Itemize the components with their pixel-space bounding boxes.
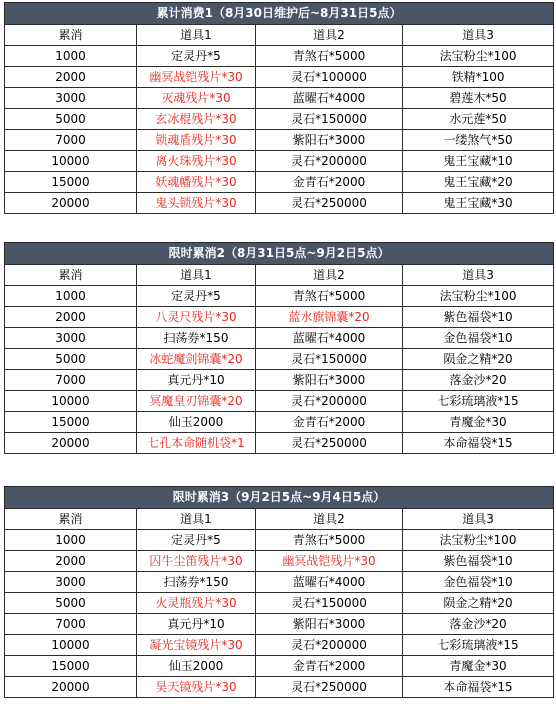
reward-table-1	[4, 2, 554, 214]
reward-cell: 青煞石*5000	[256, 286, 403, 307]
reward-cell: 紫阳石*3000	[256, 614, 403, 635]
reward-cell: 水元莲*50	[403, 109, 554, 130]
reward-cell: 本命福袋*15	[403, 677, 554, 698]
reward-cell: 青魔金*30	[403, 412, 554, 433]
reward-cell: 金青石*2000	[256, 412, 403, 433]
threshold-cell: 20000	[5, 433, 137, 454]
reward-cell: 八灵尺残片*30	[137, 307, 256, 328]
reward-cell: 仙玉2000	[137, 412, 256, 433]
threshold-cell: 5000	[5, 349, 137, 370]
header-row	[5, 25, 554, 46]
table-row	[5, 328, 554, 349]
reward-cell: 灵石*200000	[256, 391, 403, 412]
threshold-cell: 10000	[5, 391, 137, 412]
reward-cell: 灵石*250000	[256, 433, 403, 454]
reward-cell: 冥魔皇刃锦囊*20	[137, 391, 256, 412]
reward-cell: 一缕煞气*50	[403, 130, 554, 151]
table-row	[5, 172, 554, 193]
reward-cell: 七孔本命随机袋*1	[137, 433, 256, 454]
threshold-cell: 15000	[5, 172, 137, 193]
reward-cell: 幽冥战铠残片*30	[137, 67, 256, 88]
table-row	[5, 370, 554, 391]
column-header: 道具1	[137, 25, 256, 46]
reward-cell: 灵石*200000	[256, 635, 403, 656]
reward-cell: 玄冰棍残片*30	[137, 109, 256, 130]
reward-cell: 落金沙*20	[403, 370, 554, 391]
reward-cell: 法宝粉尘*100	[403, 530, 554, 551]
table-row	[5, 307, 554, 328]
table-row	[5, 130, 554, 151]
table-row	[5, 677, 554, 698]
reward-cell: 凝光宝镜残片*30	[137, 635, 256, 656]
reward-cell: 陨金之精*20	[403, 349, 554, 370]
threshold-cell: 20000	[5, 193, 137, 214]
reward-cell: 金色福袋*10	[403, 572, 554, 593]
reward-cell: 灵石*250000	[256, 193, 403, 214]
table-row	[5, 593, 554, 614]
table-row	[5, 151, 554, 172]
table-title: 限时累消3（9月2日5点~9月4日5点）	[5, 487, 554, 509]
reward-table-2	[4, 242, 554, 454]
threshold-cell: 7000	[5, 614, 137, 635]
reward-cell: 本命福袋*15	[403, 433, 554, 454]
threshold-cell: 10000	[5, 635, 137, 656]
reward-cell: 昊天镜残片*30	[137, 677, 256, 698]
reward-cell: 法宝粉尘*100	[403, 46, 554, 67]
threshold-cell: 15000	[5, 412, 137, 433]
reward-table-3	[4, 486, 554, 698]
column-header: 累消	[5, 509, 137, 530]
reward-cell: 灵石*100000	[256, 67, 403, 88]
reward-cell: 幽冥战铠残片*30	[256, 551, 403, 572]
reward-cell: 七彩琉璃液*15	[403, 635, 554, 656]
table-row	[5, 551, 554, 572]
column-header: 累消	[5, 265, 137, 286]
table-row	[5, 614, 554, 635]
reward-cell: 扫荡券*150	[137, 572, 256, 593]
table-row	[5, 88, 554, 109]
reward-cell: 灵石*150000	[256, 109, 403, 130]
threshold-cell: 5000	[5, 593, 137, 614]
table-title: 限时累消2（8月31日5点~9月2日5点）	[5, 243, 554, 265]
reward-cell: 真元丹*10	[137, 614, 256, 635]
column-header: 道具2	[256, 265, 403, 286]
threshold-cell: 1000	[5, 530, 137, 551]
reward-cell: 妖魂幡残片*30	[137, 172, 256, 193]
table-row	[5, 109, 554, 130]
threshold-cell: 7000	[5, 370, 137, 391]
threshold-cell: 3000	[5, 88, 137, 109]
reward-cell: 扫荡券*150	[137, 328, 256, 349]
reward-cell: 落金沙*20	[403, 614, 554, 635]
reward-cell: 蓝水旗锦囊*20	[256, 307, 403, 328]
reward-cell: 灵石*150000	[256, 593, 403, 614]
column-header: 道具3	[403, 509, 554, 530]
column-header: 道具3	[403, 265, 554, 286]
column-header: 道具1	[137, 509, 256, 530]
reward-cell: 灵石*200000	[256, 151, 403, 172]
reward-cell: 金青石*2000	[256, 656, 403, 677]
table-row	[5, 286, 554, 307]
threshold-cell: 5000	[5, 109, 137, 130]
reward-cell: 定灵丹*5	[137, 530, 256, 551]
table-row	[5, 67, 554, 88]
header-row	[5, 509, 554, 530]
column-header: 道具2	[256, 25, 403, 46]
table-row	[5, 349, 554, 370]
table-row	[5, 391, 554, 412]
table-title: 累计消费1（8月30日维护后~8月31日5点）	[5, 3, 554, 25]
reward-cell: 铁精*100	[403, 67, 554, 88]
reward-cell: 青煞石*5000	[256, 530, 403, 551]
reward-cell: 真元丹*10	[137, 370, 256, 391]
reward-cell: 灵石*250000	[256, 677, 403, 698]
reward-cell: 金青石*2000	[256, 172, 403, 193]
threshold-cell: 2000	[5, 307, 137, 328]
threshold-cell: 20000	[5, 677, 137, 698]
threshold-cell: 2000	[5, 67, 137, 88]
reward-cell: 紫阳石*3000	[256, 130, 403, 151]
table-row	[5, 46, 554, 67]
reward-cell: 仙玉2000	[137, 656, 256, 677]
reward-cell: 紫色福袋*10	[403, 551, 554, 572]
threshold-cell: 3000	[5, 572, 137, 593]
reward-cell: 陨金之精*20	[403, 593, 554, 614]
reward-cell: 离火珠残片*30	[137, 151, 256, 172]
reward-cell: 锁魂盾残片*30	[137, 130, 256, 151]
column-header: 累消	[5, 25, 137, 46]
reward-cell: 灵石*150000	[256, 349, 403, 370]
table-row	[5, 656, 554, 677]
column-header: 道具3	[403, 25, 554, 46]
reward-cell: 蓝曜石*4000	[256, 328, 403, 349]
reward-cell: 蓝曜石*4000	[256, 572, 403, 593]
reward-cell: 紫阳石*3000	[256, 370, 403, 391]
reward-cell: 七彩琉璃液*15	[403, 391, 554, 412]
reward-cell: 鬼王宝藏*30	[403, 193, 554, 214]
reward-cell: 定灵丹*5	[137, 46, 256, 67]
threshold-cell: 1000	[5, 46, 137, 67]
reward-cell: 紫色福袋*10	[403, 307, 554, 328]
threshold-cell: 2000	[5, 551, 137, 572]
threshold-cell: 15000	[5, 656, 137, 677]
reward-cell: 金色福袋*10	[403, 328, 554, 349]
reward-cell: 青煞石*5000	[256, 46, 403, 67]
threshold-cell: 1000	[5, 286, 137, 307]
table-row	[5, 193, 554, 214]
table-row	[5, 412, 554, 433]
reward-cell: 鬼头锁残片*30	[137, 193, 256, 214]
reward-cell: 鬼王宝藏*20	[403, 172, 554, 193]
reward-cell: 冰蛇魔剑锦囊*20	[137, 349, 256, 370]
reward-cell: 碧莲木*50	[403, 88, 554, 109]
table-row	[5, 572, 554, 593]
reward-cell: 法宝粉尘*100	[403, 286, 554, 307]
table-row	[5, 433, 554, 454]
table-row	[5, 635, 554, 656]
column-header: 道具1	[137, 265, 256, 286]
threshold-cell: 10000	[5, 151, 137, 172]
reward-cell: 定灵丹*5	[137, 286, 256, 307]
reward-cell: 灭魂残片*30	[137, 88, 256, 109]
header-row	[5, 265, 554, 286]
reward-cell: 蓝曜石*4000	[256, 88, 403, 109]
column-header: 道具2	[256, 509, 403, 530]
threshold-cell: 7000	[5, 130, 137, 151]
reward-cell: 青魔金*30	[403, 656, 554, 677]
reward-cell: 火灵瓶残片*30	[137, 593, 256, 614]
reward-cell: 鬼王宝藏*10	[403, 151, 554, 172]
threshold-cell: 3000	[5, 328, 137, 349]
reward-cell: 囚牛尘笛残片*30	[137, 551, 256, 572]
table-row	[5, 530, 554, 551]
